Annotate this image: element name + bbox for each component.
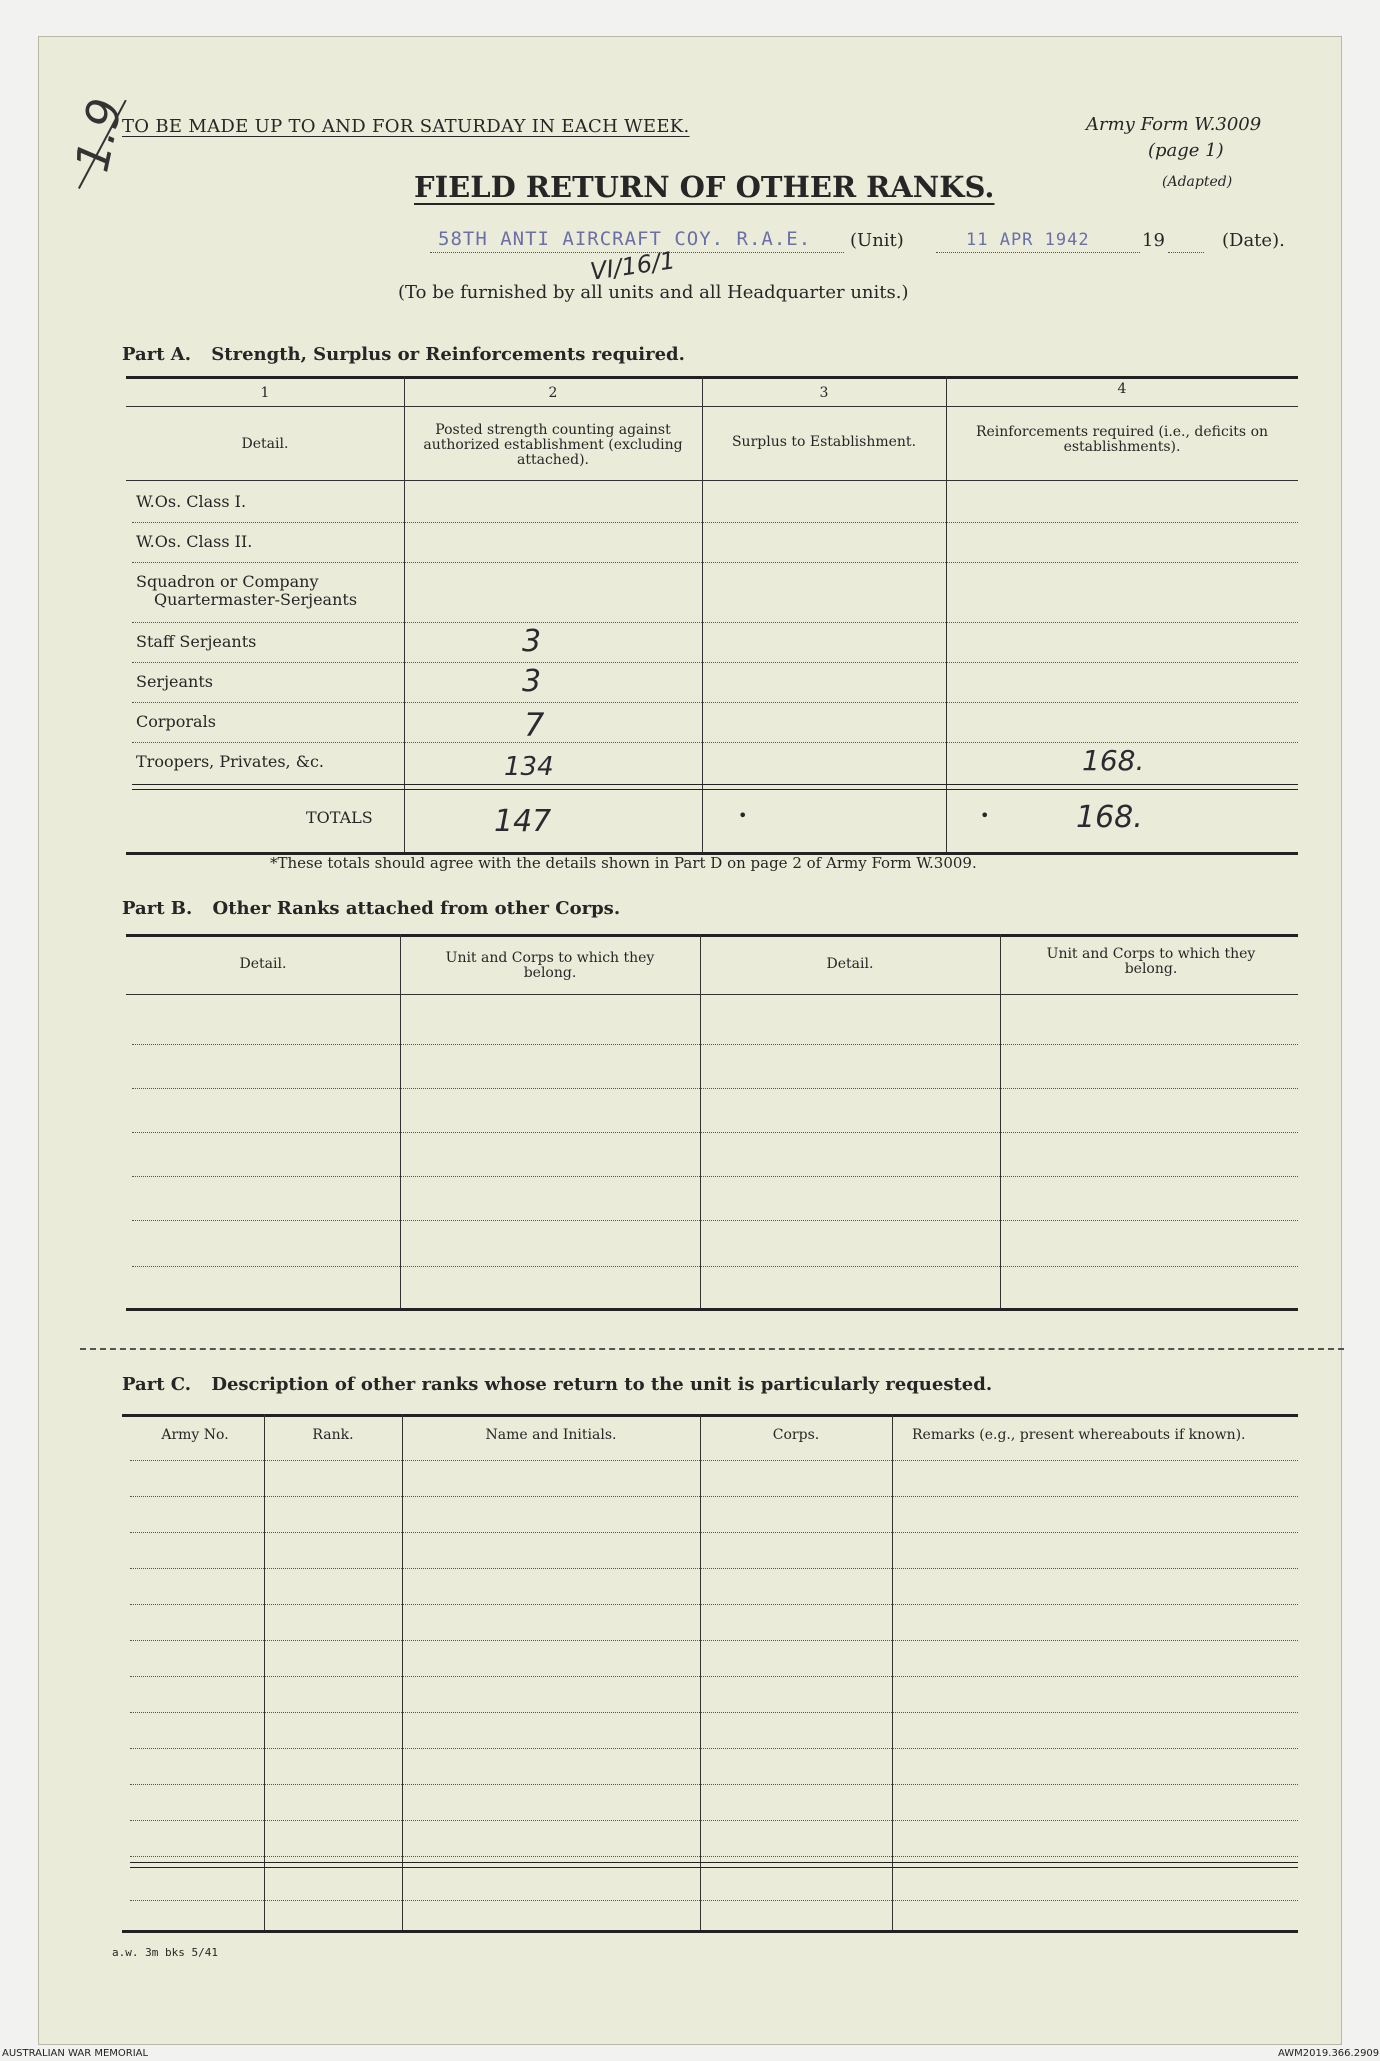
posted-value: 134 [504, 752, 554, 782]
form-name: Army Form W.3009 [1086, 114, 1262, 135]
part-c-col-header: Name and Initials. [485, 1427, 617, 1443]
part-c-row-rule [130, 1532, 1298, 1533]
totals-reinforcement-mark: • [980, 806, 990, 825]
col-header-posted: Posted strength counting against authorized establishment (excluding attached). [423, 422, 683, 468]
part-a-label: Part A. [122, 344, 192, 365]
part-b-title: Other Ranks attached from other Corps. [212, 898, 621, 919]
part-c-row-rule [130, 1748, 1298, 1749]
form-title: FIELD RETURN OF OTHER RANKS. [414, 170, 995, 204]
part-c-row-rule [130, 1604, 1298, 1605]
year-prefix: 19 [1142, 230, 1165, 251]
date-label: (Date). [1222, 230, 1285, 251]
part-a-header-rule [126, 480, 1298, 481]
unit-stamp: 58TH ANTI AIRCRAFT COY. R.A.E. [438, 228, 812, 250]
part-a-col-divider [404, 376, 405, 854]
col-number: 4 [1117, 381, 1127, 397]
part-b-heading [122, 898, 620, 919]
col-header-detail: Detail. [241, 436, 289, 452]
part-b-row-rule [132, 1220, 1298, 1221]
part-b-top-rule [126, 934, 1298, 937]
part-a-title: Strength, Surplus or Reinforcements required. [211, 344, 685, 365]
part-b-col-header: Unit and Corps to which they belong. [445, 950, 655, 981]
part-c-top-rule [122, 1414, 1298, 1417]
form-page: (page 1) [1148, 140, 1224, 161]
instruction-text: TO BE MADE UP TO AND FOR SATURDAY IN EACH WEEK. [122, 116, 690, 137]
part-b-header-rule [126, 994, 1298, 995]
perforation-line [80, 1348, 1344, 1350]
part-c-col-divider [402, 1414, 403, 1932]
unit-label: (Unit) [850, 230, 904, 251]
part-a-number-rule [126, 406, 1298, 407]
part-c-col-header: Army No. [161, 1427, 229, 1443]
credit-right: AWM2019.366.2909 [1278, 2048, 1380, 2059]
row-rule [132, 742, 1298, 743]
form-sheet [38, 36, 1342, 2045]
part-b-row-rule [132, 1132, 1298, 1133]
part-c-row-rule [130, 1676, 1298, 1677]
row-rule [132, 622, 1298, 623]
part-a-col-divider [946, 376, 947, 854]
row-label: W.Os. Class II. [136, 532, 253, 551]
posted-value: 3 [522, 664, 542, 699]
part-b-col-divider [1000, 934, 1001, 1310]
reinforcement-value: 168. [1082, 744, 1145, 777]
totals-double-rule [132, 784, 1298, 790]
row-rule [132, 562, 1298, 563]
year-dotted-line [1168, 252, 1204, 253]
row-rule [132, 522, 1298, 523]
part-c-col-header: Remarks (e.g., present whereabouts if known). [912, 1427, 1246, 1443]
row-label: Squadron or Company [136, 572, 319, 591]
part-c-row-rule [130, 1496, 1298, 1497]
part-b-row-rule [132, 1088, 1298, 1089]
date-dotted-line [936, 252, 1140, 253]
part-b-col-divider [400, 934, 401, 1310]
totals-surplus-mark: • [738, 806, 748, 825]
part-c-col-divider [700, 1414, 701, 1932]
part-c-row-rule [130, 1568, 1298, 1569]
part-b-row-rule [132, 1266, 1298, 1267]
part-c-row-rule [130, 1460, 1298, 1461]
col-number: 3 [819, 385, 829, 401]
part-b-row-rule [132, 1176, 1298, 1177]
row-rule [132, 662, 1298, 663]
part-b-row-rule [132, 1044, 1298, 1045]
col-number: 1 [260, 385, 270, 401]
part-c-label: Part C. [122, 1374, 192, 1395]
subtitle: (To be furnished by all units and all Headquarter units.) [398, 282, 909, 303]
date-stamp: 11 APR 1942 [966, 230, 1090, 250]
credit-left: AUSTRALIAN WAR MEMORIAL [2, 2048, 149, 2059]
row-label-continued: Quartermaster-Serjeants [154, 590, 358, 609]
part-b-col-divider [700, 934, 701, 1310]
part-c-col-header: Rank. [312, 1427, 354, 1443]
row-label: Staff Serjeants [136, 632, 257, 651]
row-label: Troopers, Privates, &c. [136, 752, 325, 771]
col-header-surplus: Surplus to Establishment. [731, 434, 917, 450]
part-a-top-rule [126, 376, 1298, 379]
row-rule [132, 702, 1298, 703]
part-c-double-rule [130, 1862, 1298, 1868]
part-c-row-rule [130, 1820, 1298, 1821]
print-code: a.w. 3m bks 5/41 [112, 1946, 218, 1959]
part-c-row-rule [130, 1784, 1298, 1785]
totals-posted: 147 [494, 804, 552, 839]
row-label: W.Os. Class I. [136, 492, 247, 511]
part-c-col-divider [892, 1414, 893, 1932]
totals-reinforcement: 168. [1076, 800, 1143, 835]
posted-value: 7 [524, 706, 545, 744]
part-b-label: Part B. [122, 898, 193, 919]
part-b-col-header: Detail. [239, 956, 287, 972]
part-c-bottom-rule [122, 1930, 1298, 1933]
part-c-row-rule [130, 1640, 1298, 1641]
part-b-bottom-rule [126, 1308, 1298, 1311]
part-c-heading [122, 1374, 992, 1395]
handwritten-reference: VI/16/1 [588, 246, 678, 286]
corner-mark: 1.9 [64, 93, 133, 177]
part-a-footnote: *These totals should agree with the details shown in Part D on page 2 of Army Form W.3009. [270, 854, 977, 872]
part-b-col-header: Detail. [826, 956, 874, 972]
part-c-title: Description of other ranks whose return to the unit is particularly requested. [211, 1374, 993, 1395]
part-c-col-header: Corps. [772, 1427, 820, 1443]
col-header-reinforcements: Reinforcements required (i.e., deficits on establishments). [975, 424, 1269, 455]
part-c-row-rule [130, 1900, 1298, 1901]
adapted-note: (Adapted) [1162, 174, 1233, 190]
col-number: 2 [548, 385, 558, 401]
part-c-row-rule [130, 1712, 1298, 1713]
row-label: Serjeants [136, 672, 213, 691]
part-b-col-header: Unit and Corps to which they belong. [1046, 946, 1256, 977]
part-a-heading [122, 344, 685, 365]
posted-value: 3 [522, 624, 542, 659]
row-label: Corporals [136, 712, 216, 731]
part-c-col-divider [264, 1414, 265, 1932]
part-c-row-rule [130, 1856, 1298, 1857]
totals-label: TOTALS [306, 808, 373, 827]
